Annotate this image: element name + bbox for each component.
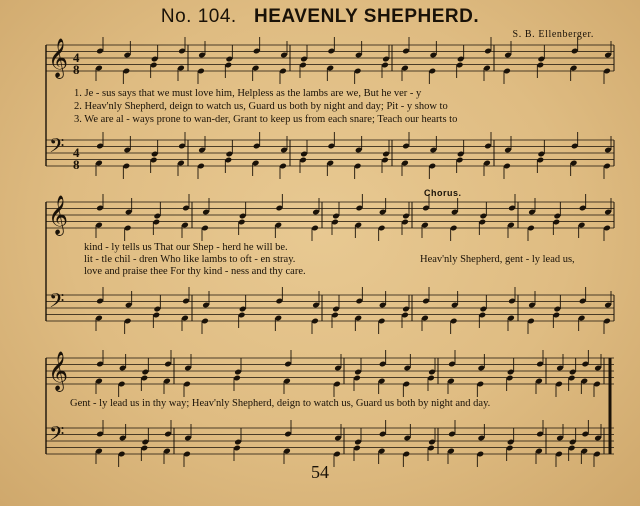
system-1-treble-clef: 𝄞: [48, 38, 69, 78]
lyric-chorus-line-2: Gent - ly lead us in thy way; Heav'nly Shepherd, deign to watch us, Guard us both by night and day.: [70, 398, 491, 409]
lyric-verse-3-line-2: love and praise thee For thy kind - ness and thy care.: [84, 266, 306, 277]
lyric-verse-1-line-2: kind - ly tells us That our Shep - herd he will be.: [84, 242, 288, 253]
page-number: 54: [311, 462, 329, 482]
time-signature-bass: 4: [73, 145, 80, 160]
lyric-verse-1-line-1: 1. Je - sus says that we must love him, Helpless as the lambs are we, But he ver - y: [74, 88, 422, 99]
system-1-bass-clef: 𝄢: [49, 134, 65, 162]
system-3-treble-clef: 𝄞: [48, 351, 69, 391]
hymn-name: HEAVENLY SHEPHERD.: [254, 6, 480, 27]
system-2-treble-clef: 𝄞: [48, 195, 69, 235]
time-signature-treble: 4: [73, 50, 80, 65]
time-signature-treble: 8: [73, 62, 80, 77]
system-3-bass-clef: 𝄢: [49, 422, 65, 450]
lyric-verse-3-line-1: 3. We are al - ways prone to wan-der, Grant to keep us from each snare; Teach our hearts to: [74, 114, 458, 125]
lyric-chorus-line-1: Heav'nly Shepherd, gent - ly lead us,: [420, 254, 575, 265]
system-2-bass-clef: 𝄢: [49, 289, 65, 317]
lyric-verse-2-line-1: 2. Heav'nly Shepherd, deign to watch us, Guard us both by night and day; Pit - y show to: [74, 101, 448, 112]
chorus-label: Chorus.: [424, 188, 462, 198]
lyric-verse-2-line-2: lit - tle chil - dren Who like lambs to oft - en stray.: [84, 254, 296, 265]
composer-credit: S. B. Ellenberger.: [512, 29, 594, 40]
hymn-number: No. 104.: [160, 6, 237, 27]
time-signature-bass: 8: [73, 157, 80, 172]
